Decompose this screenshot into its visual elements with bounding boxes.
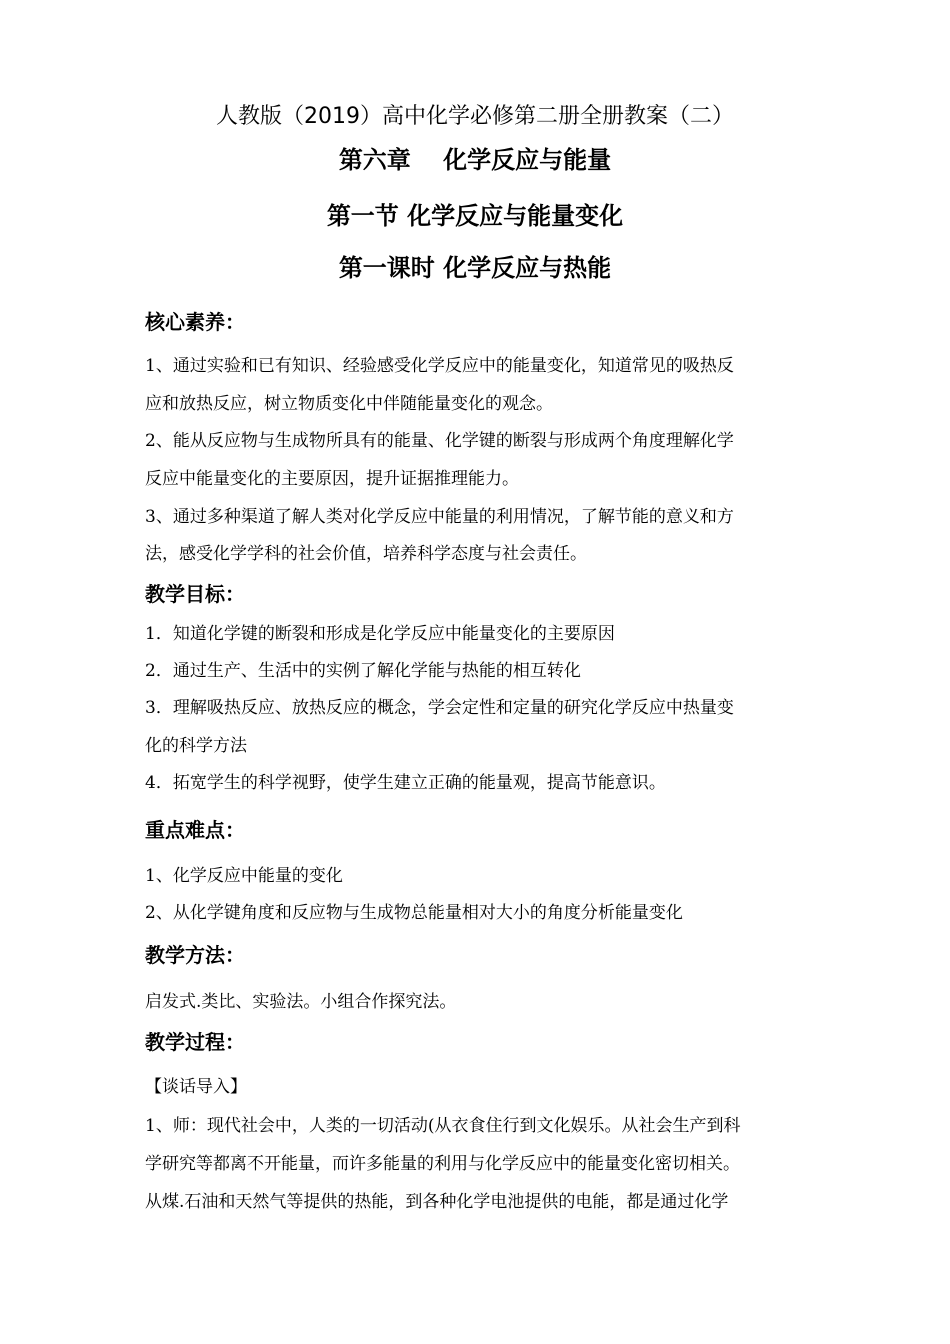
objective-line: 1．知道化学键的断裂和形成是化学反应中能量变化的主要原因 xyxy=(145,624,615,644)
process-line: 1、师：现代社会中，人类的一切活动(从衣食住行到文化娱乐。从社会生产到科 xyxy=(145,1116,741,1136)
core-literacy-heading: 核心素养： xyxy=(145,310,245,334)
objective-line: 3．理解吸热反应、放热反应的概念，学会定性和定量的研究化学反应中热量变 xyxy=(145,698,734,718)
core-literacy-line: 反应中能量变化的主要原因，提升证据推理能力。 xyxy=(145,469,519,489)
methods-heading: 教学方法： xyxy=(145,943,245,967)
process-subheading: 【谈话导入】 xyxy=(145,1077,247,1097)
process-line: 从煤.石油和天然气等提供的热能，到各种化学电池提供的电能，都是通过化学 xyxy=(145,1192,729,1212)
objective-line: 4．拓宽学生的科学视野，使学生建立正确的能量观，提高节能意识。 xyxy=(145,773,666,793)
core-literacy-line: 1、通过实验和已有知识、经验感受化学反应中的能量变化，知道常见的吸热反 xyxy=(145,356,734,376)
core-literacy-line: 法，感受化学学科的社会价值，培养科学态度与社会责任。 xyxy=(145,544,587,564)
process-line: 学研究等都离不开能量，而许多能量的利用与化学反应中的能量变化密切相关。 xyxy=(145,1154,740,1174)
process-heading: 教学过程： xyxy=(145,1030,245,1054)
objective-line: 2．通过生产、生活中的实例了解化学能与热能的相互转化 xyxy=(145,661,581,681)
methods-line: 启发式.类比、实验法。小组合作探究法。 xyxy=(145,992,457,1012)
objective-line: 化的科学方法 xyxy=(145,736,247,756)
lesson-title: 第一课时 化学反应与热能 xyxy=(338,254,612,282)
key-point-line: 1、化学反应中能量的变化 xyxy=(145,866,343,886)
core-literacy-line: 2、能从反应物与生成物所具有的能量、化学键的断裂与形成两个角度理解化学 xyxy=(145,431,734,451)
section-title: 第一节 化学反应与能量变化 xyxy=(326,202,624,230)
core-literacy-line: 3、通过多种渠道了解人类对化学反应中能量的利用情况，了解节能的意义和方 xyxy=(145,507,734,527)
core-literacy-line: 应和放热反应，树立物质变化中伴随能量变化的观念。 xyxy=(145,394,553,414)
objectives-heading: 教学目标： xyxy=(145,582,245,606)
key-points-heading: 重点难点： xyxy=(145,818,245,842)
document-title: 人教版（2019）高中化学必修第二册全册教案（二） xyxy=(216,104,734,129)
chapter-title: 第六章 化学反应与能量 xyxy=(338,146,612,174)
key-point-line: 2、从化学键角度和反应物与生成物总能量相对大小的角度分析能量变化 xyxy=(145,903,683,923)
